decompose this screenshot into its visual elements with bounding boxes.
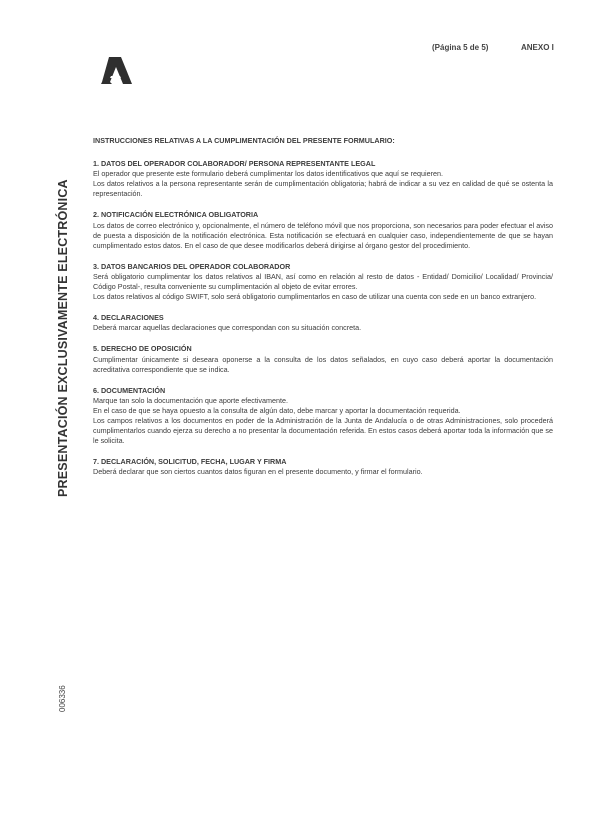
section-heading: 6. DOCUMENTACIÓN bbox=[93, 385, 166, 395]
document-code: 006336 bbox=[58, 685, 67, 712]
section-heading: 1. DATOS DEL OPERADOR COLABORADOR/ PERSONA REPRESENTANTE LEGAL bbox=[93, 159, 376, 169]
section-heading: 5. DERECHO DE OPOSICIÓN bbox=[93, 344, 192, 354]
side-vertical-label: PRESENTACIÓN EXCLUSIVAMENTE ELECTRÓNICA bbox=[56, 179, 70, 497]
section-paragraph: Los datos relativos a la persona representante serán de cumplimentación obligatoria; habrá de indicar a su vez en calidad de qué se ostenta la representación. bbox=[93, 179, 553, 199]
section-paragraph: En el caso de que se haya opuesto a la consulta de algún dato, debe marcar y aportar la documentación requerida. bbox=[93, 405, 461, 415]
junta-andalucia-logo-icon bbox=[99, 55, 133, 85]
section-7 bbox=[93, 457, 553, 477]
page-number: (Página 5 de 5) bbox=[432, 43, 489, 52]
section-paragraph: Será obligatorio cumplimentar los datos relativos al IBAN, así como en relación al resto de datos - Entidad/ Domicilio/ Localidad/ Provincia/ Código Postal-, resulta conveniente su cumplimentación al objeto de evitar errores. bbox=[93, 271, 553, 292]
instructions-content bbox=[93, 136, 553, 488]
section-paragraph: Los datos relativos al código SWIFT, solo será obligatorio cumplimentarlos en caso de utilizar una cuenta con sede en un banco extranjero. bbox=[93, 292, 537, 302]
section-paragraph: Los datos de correo electrónico y, opcionalmente, el número de teléfono móvil que nos proporciona, son necesarios para poder efectuar el aviso de puesta a disposición de la notificación electrónica. Esta notificación se efectuará en cualquier caso, independientemente de que se hayan cumplimentado estos datos. En el caso de que desee modificarlos deberá dirigirse al órgano gestor del procedimiento. bbox=[93, 220, 553, 250]
annex-label: ANEXO I bbox=[521, 43, 554, 52]
section-paragraph: Deberá marcar aquellas declaraciones que correspondan con su situación concreta. bbox=[93, 323, 362, 333]
section-1 bbox=[93, 159, 553, 199]
section-paragraph: Los campos relativos a los documentos en poder de la Administración de la Junta de Andalucía o de otras Administraciones, solo procederá cumplimentarlos cuando ejerza su derecho a no presentar la documentación referida. En estos casos deberá aportar toda la información que se le solicita. bbox=[93, 415, 553, 446]
instructions-title: INSTRUCCIONES RELATIVAS A LA CUMPLIMENTACIÓN DEL PRESENTE FORMULARIO: bbox=[93, 136, 395, 145]
section-4 bbox=[93, 313, 553, 333]
section-heading: 2. NOTIFICACIÓN ELECTRÓNICA OBLIGATORIA bbox=[93, 210, 259, 220]
section-paragraph: Cumplimentar únicamente si deseara oponerse a la consulta de los datos señalados, en cuyo caso deberá aportar la documentación acreditativa correspondiente que se indica. bbox=[93, 354, 553, 374]
section-heading: 7. DECLARACIÓN, SOLICITUD, FECHA, LUGAR Y FIRMA bbox=[93, 457, 287, 467]
section-heading: 3. DATOS BANCARIOS DEL OPERADOR COLABORADOR bbox=[93, 261, 291, 271]
section-6 bbox=[93, 386, 553, 447]
section-3 bbox=[93, 262, 553, 302]
section-paragraph: Marque tan solo la documentación que aporte efectivamente. bbox=[93, 395, 288, 405]
section-paragraph: Deberá declarar que son ciertos cuantos datos figuran en el presente documento, y firmar el formulario. bbox=[93, 467, 423, 477]
section-5 bbox=[93, 344, 553, 374]
section-heading: 4. DECLARACIONES bbox=[93, 313, 164, 323]
section-2 bbox=[93, 210, 553, 250]
section-paragraph: El operador que presente este formulario deberá cumplimentar los datos identificativos que aquí se requieren. bbox=[93, 169, 443, 179]
